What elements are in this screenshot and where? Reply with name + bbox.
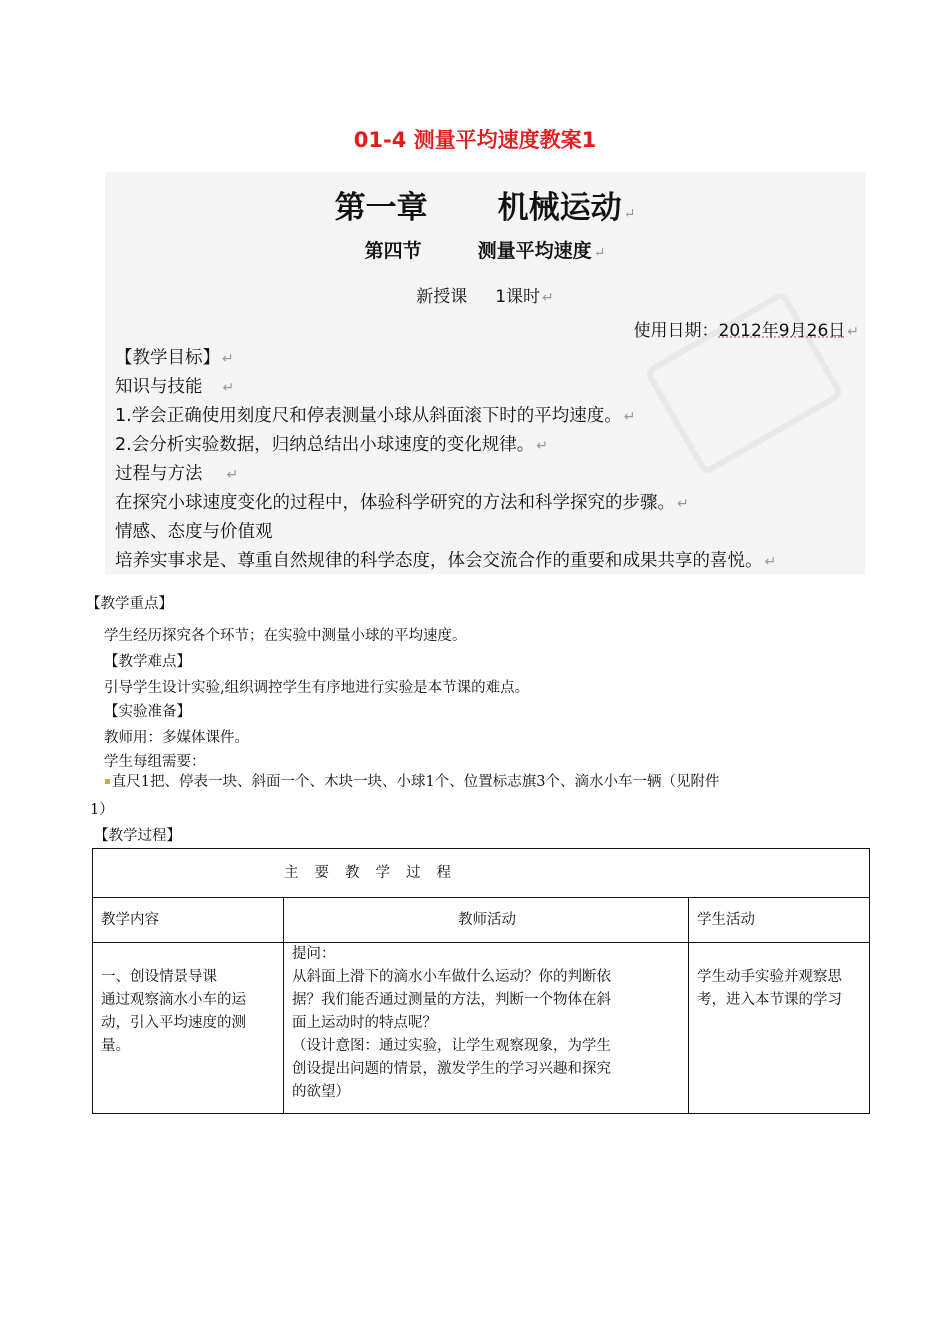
- use-date-label: 使用日期：: [633, 321, 719, 341]
- objective-line: 在探究小球速度变化的过程中，体验科学研究的方法和科学探究的步骤。 ↵: [115, 493, 689, 513]
- student-materials-list: ▪直尺1把、停表一块、斜面一个、木块一块、小球1个、位置标志旗3个、滴水小车一辆（见附件: [104, 774, 720, 790]
- table-title-row: [93, 849, 870, 898]
- cell-line: 一、创设情景导课: [101, 969, 217, 985]
- process-heading: 【教学过程】: [94, 828, 181, 844]
- use-date-value: 2012年9月26日: [718, 321, 846, 341]
- table-title-cell: [93, 849, 870, 898]
- cell-line: 动，引入平均速度的测: [101, 1015, 246, 1031]
- paragraph-mark: ↵: [593, 245, 606, 261]
- paragraph-mark: ↵: [847, 324, 859, 340]
- objective-line: 2.会分析实验数据，归纳总结出小球速度的变化规律。 ↵: [115, 435, 548, 455]
- objective-line: 1.学会正确使用刻度尺和停表测量小球从斜面滚下时的平均速度。 ↵: [115, 406, 636, 426]
- section-title: [105, 236, 865, 263]
- cell-line: 从斜面上滑下的滴水小车做什么运动？你的判断依: [292, 969, 611, 985]
- lesson-hours: 1课时: [495, 287, 541, 307]
- cell-student: [689, 943, 870, 1114]
- key-points-heading: 【教学重点】: [86, 596, 173, 612]
- objective-line: 知识与技能 ↵: [115, 377, 235, 397]
- cell-line: 提问：: [292, 946, 336, 962]
- header-content: 教学内容: [93, 898, 284, 943]
- cell-line: 面上运动时的特点呢？: [292, 1015, 437, 1031]
- cell-line: 通过观察滴水小车的运: [101, 992, 246, 1008]
- cell-line: 据？我们能否通过测量的方法，判断一个物体在斜: [292, 992, 611, 1008]
- difficulty-text: 引导学生设计实验,组织调控学生有序地进行实验是本节课的难点。: [104, 680, 530, 696]
- lesson-info: [105, 282, 865, 307]
- document-title: 01-4 测量平均速度教案1: [353, 128, 597, 152]
- section-name: 测量平均速度: [477, 240, 592, 262]
- cell-line: （设计意图：通过实验，让学生观察现象，为学生: [292, 1038, 611, 1054]
- table-header-row: [93, 898, 870, 943]
- teaching-process-table: [92, 848, 870, 1114]
- table-row: [93, 943, 870, 1114]
- paragraph-mark: ↵: [542, 290, 554, 306]
- header-student: 学生活动: [689, 898, 870, 943]
- objective-line: 【教学目标】 ↵: [115, 348, 234, 368]
- student-materials-list-cont: 1）: [90, 802, 114, 818]
- lesson-type: 新授课: [416, 287, 468, 307]
- prep-heading: 【实验准备】: [104, 704, 191, 720]
- student-materials-label: 学生每组需要：: [104, 754, 206, 770]
- objective-line: 情感、态度与价值观: [115, 522, 273, 542]
- objective-line: 过程与方法 ↵: [115, 464, 239, 484]
- chapter-title: [105, 182, 865, 227]
- cell-line: 学生动手实验并观察思: [697, 969, 842, 985]
- cell-line: 考，进入本节课的学习: [697, 992, 842, 1008]
- cell-line: 的欲望）: [292, 1084, 350, 1100]
- objective-line: 培养实事求是、尊重自然规律的科学态度，体会交流合作的重要和成果共享的喜悦。 ↵: [115, 551, 777, 571]
- paragraph-mark: ↵: [623, 206, 636, 222]
- cell-line: 量。: [101, 1038, 130, 1054]
- section-number: 第四节: [364, 240, 422, 262]
- scanned-header-image: [105, 172, 865, 574]
- difficulty-heading: 【教学难点】: [104, 654, 191, 670]
- use-date: [634, 316, 859, 341]
- cell-content: [93, 943, 284, 1114]
- chapter-name: 机械运动: [497, 190, 622, 226]
- table-title: 主要教学过程: [284, 864, 467, 881]
- header-teacher: 教师活动: [284, 898, 689, 943]
- objectives-block: [115, 344, 855, 576]
- cell-teacher: [284, 943, 689, 1114]
- chapter-number: 第一章: [334, 190, 428, 226]
- teacher-materials: 教师用：多媒体课件。: [104, 730, 249, 746]
- cell-line: 创设提出问题的情景，激发学生的学习兴趣和探究: [292, 1061, 611, 1077]
- key-points-text: 学生经历探究各个环节；在实验中测量小球的平均速度。: [104, 628, 467, 644]
